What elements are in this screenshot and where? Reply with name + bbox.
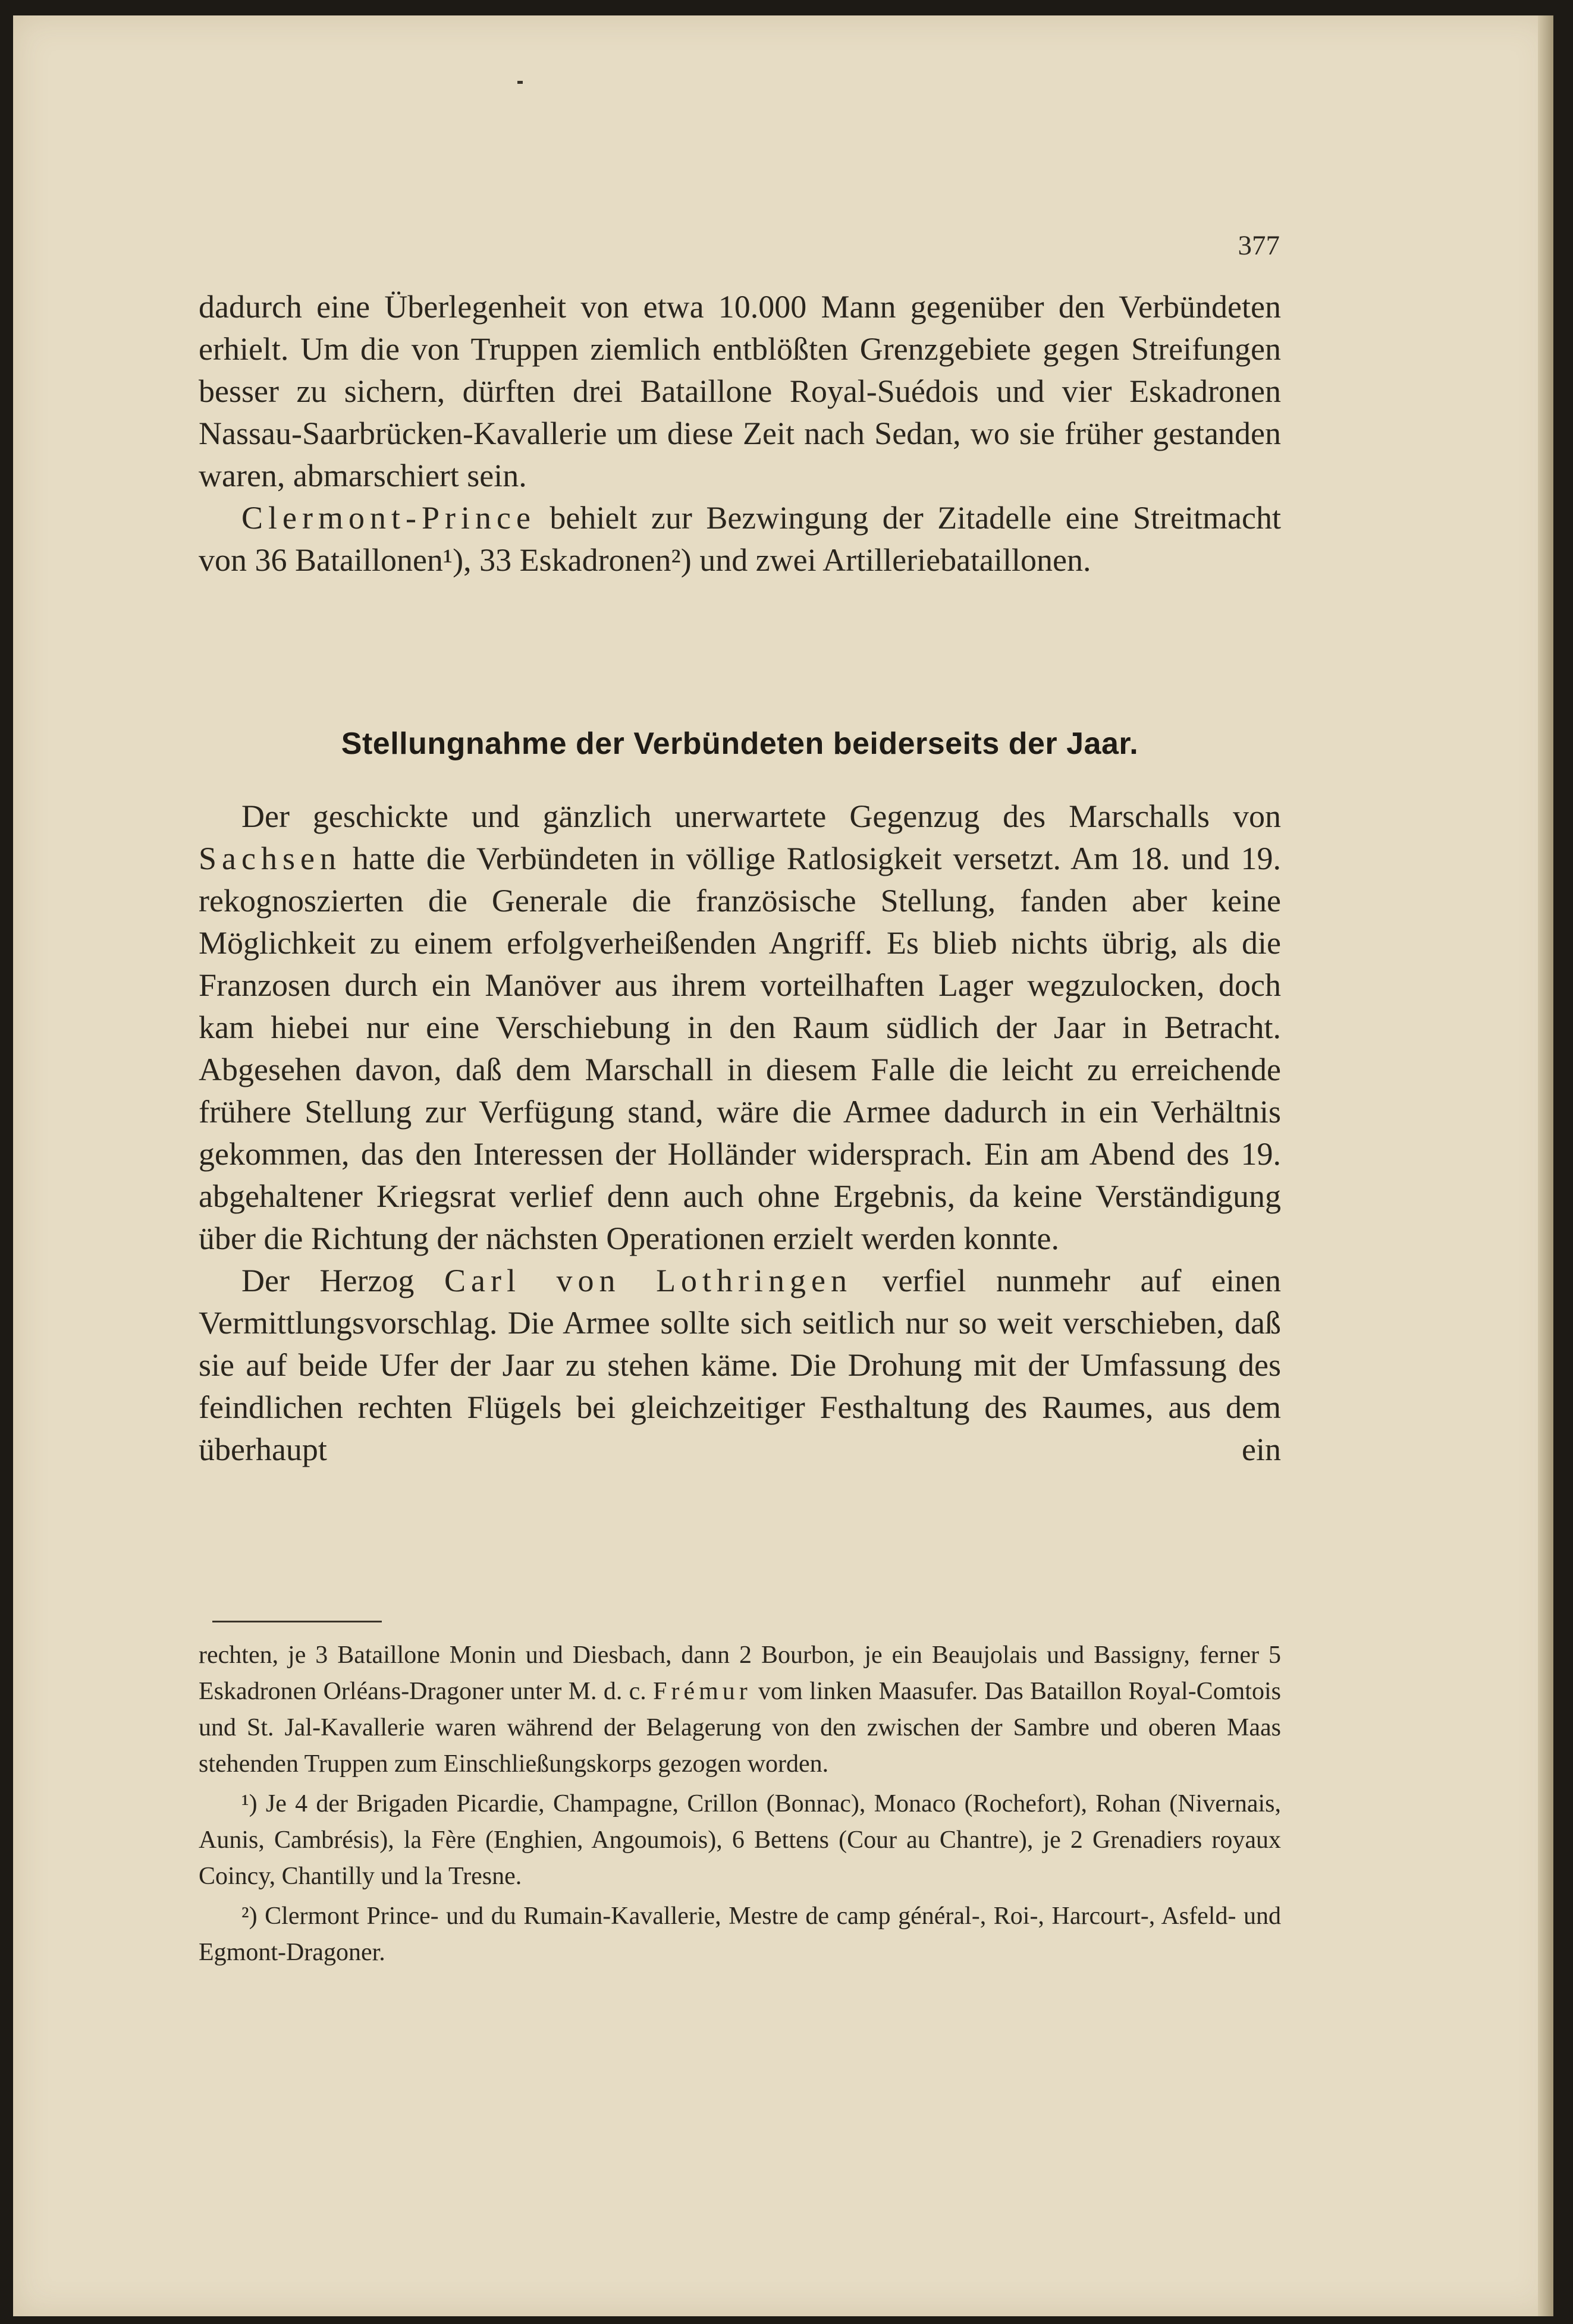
page-number: 377 <box>1238 230 1280 261</box>
paragraph-2 <box>199 497 1281 581</box>
text-block-upper <box>199 286 1281 581</box>
footnotes <box>199 1637 1281 1971</box>
footnote-1-marker: ¹) <box>241 1790 258 1817</box>
ink-speck <box>517 81 523 84</box>
paragraph-4-text-b: verfiel nunmehr auf einen Vermittlungsvorschlag. Die Armee sollte sich seitlich nur so weit verschieben, daß sie auf beide Ufer der Jaar zu stehen käme. Die Drohung mit der Umfassung des feindlichen rechten Flügels bei gleichzeitiger Festhaltung des Raumes, aus dem überhaupt ein <box>199 1263 1281 1467</box>
spaced-name-fremur: Frémur <box>653 1678 752 1705</box>
text-block-lower <box>199 795 1281 1471</box>
footnote-continued <box>199 1637 1281 1782</box>
paragraph-4-text-a: Der Herzog <box>241 1263 444 1298</box>
paragraph-1: dadurch eine Überlegenheit von etwa 10.000 Mann gegenüber den Verbündeten erhielt. Um die von Truppen ziemlich entblößten Grenzgebiete gegen Streifungen besser zu sichern, dürften drei Bataillone Royal-Suédois und vier Eskadronen Nassau-Saarbrücken-Kavallerie um diese Zeit nach Sedan, wo sie früher gestanden waren, abmarschiert sein. <box>199 289 1281 493</box>
paragraph-2-text: behielt zur Bezwingung der Zitadelle eine Streitmacht von 36 Bataillonen¹), 33 Eskadronen²) und zwei Artilleriebataillonen. <box>199 500 1281 578</box>
section-heading: Stellungnahme der Verbündeten beiderseits der Jaar. <box>341 727 1139 761</box>
footnote-1 <box>199 1786 1281 1895</box>
paragraph-3-text-b: hatte die Verbündeten in völlige Ratlosigkeit versetzt. Am 18. und 19. rekognoszierten die Generale die französische Stellung, fanden aber keine Möglichkeit zu einem erfolgverheißenden Angriff. Es blieb nichts übrig, als die Franzosen durch ein Manöver aus ihrem vorteilhaften Lager wegzulocken, doch kam hiebei nur eine Verschiebung in den Raum südlich der Jaar in Betracht. Abgesehen davon, daß dem Marschall in diesem Falle die leicht zu erreichende frühere Stellung zur Verfügung stand, wäre die Armee dadurch in ein Verhältnis gekommen, das den Interessen der Holländer widersprach. Ein am Abend des 19. abgehaltener Kriegsrat verlief denn auch ohne Ergebnis, da keine Verständigung über die Richtung der nächsten Operationen erzielt werden konnte. <box>199 841 1281 1256</box>
paragraph-4 <box>199 1260 1281 1471</box>
footnote-continued-a: rechten, je 3 Bataillone Monin und Diesbach, dann 2 Bourbon, je ein Beaujolais und Bassigny, ferner 5 Eskadronen Orléans-Dragoner unter M. d. c. <box>199 1641 1281 1705</box>
spaced-name-clermont-prince: Clermont-Prince <box>241 500 536 536</box>
footnote-1-text: Je 4 der Brigaden Picardie, Champagne, Crillon (Bonnac), Monaco (Rochefort), Rohan (Nivernais, Aunis, Cambrésis), la Fère (Enghien, Angoumois), 6 Bettens (Cour au Chantre), je 2 Grenadiers royaux Coincy, Chantilly und la Tresne. <box>199 1790 1281 1890</box>
paragraph-3-text-a: Der geschickte und gänzlich unerwartete Gegenzug des Marschalls von <box>241 798 1281 834</box>
footnote-separator <box>212 1621 382 1622</box>
spaced-name-sachsen: Sachsen <box>199 841 341 876</box>
footnote-2 <box>199 1898 1281 1971</box>
footnote-2-text: Clermont Prince- und du Rumain-Kavallerie, Mestre de camp général-, Roi-, Harcourt-, Asfeld- und Egmont-Dragoner. <box>199 1902 1281 1966</box>
footnote-2-marker: ²) <box>241 1902 258 1930</box>
book-page <box>13 15 1553 2316</box>
footnote-continued-b: vom linken Maasufer. Das Bataillon Royal-Comtois und St. Jal-Kavallerie waren während der Belagerung von den zwischen der Sambre und oberen Maas stehenden Truppen zum Einschließungskorps gezogen worden. <box>199 1678 1281 1778</box>
paragraph-3 <box>199 795 1281 1260</box>
spaced-name-carl-von-lothringen: Carl von Lothringen <box>444 1263 853 1298</box>
